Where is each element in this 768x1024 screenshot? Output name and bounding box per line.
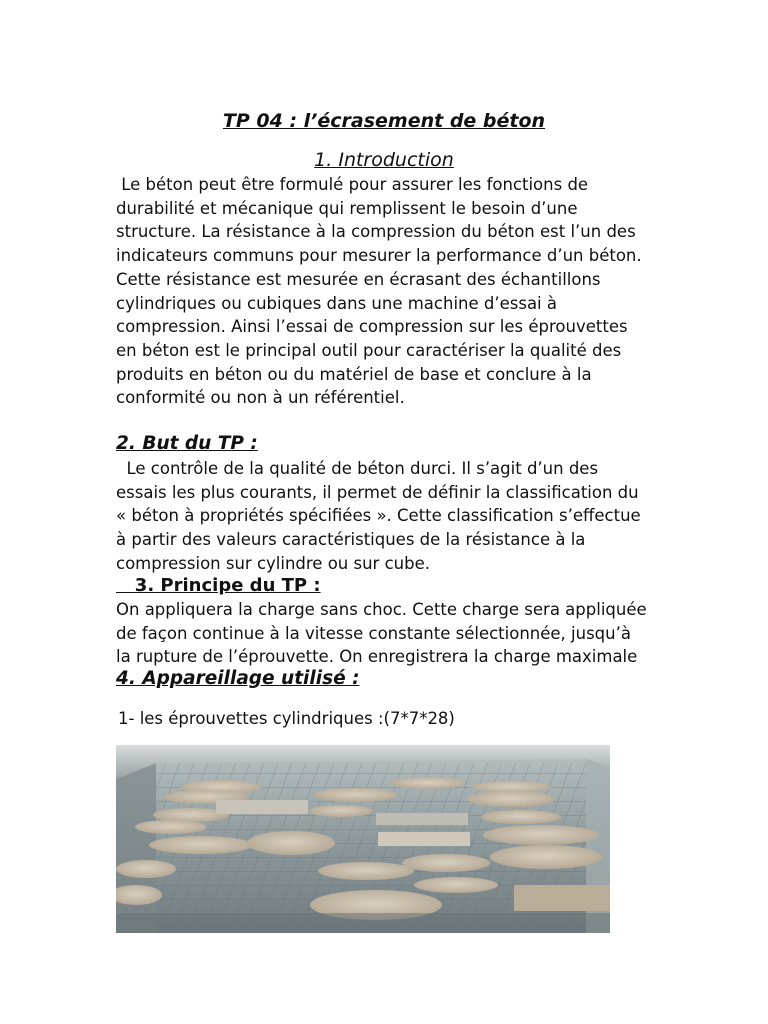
introduction-paragraph xyxy=(116,173,676,410)
equipment-list-item: 1- les éprouvettes cylindriques :(7*7*28) xyxy=(118,709,455,728)
paragraph-line: compression. Ainsi l’essai de compression sur les éprouvettes xyxy=(116,317,628,337)
paragraph-line: Cette résistance est mesurée en écrasant des échantillons xyxy=(116,269,601,289)
paragraph-line: la rupture de l’éprouvette. On enregistrera la charge maximale xyxy=(116,647,638,667)
but-paragraph xyxy=(116,457,676,576)
paragraph-line: cylindriques ou cubiques dans une machine d’essai à xyxy=(116,293,557,313)
paragraph-line: structure. La résistance à la compression du béton est l’un des xyxy=(116,222,636,242)
document-title: TP 04 : l’écrasement de béton xyxy=(222,110,546,132)
paragraph-line: « béton à propriétés spécifiées ». Cette classification s’effectue xyxy=(116,506,641,526)
paragraph-line: essais les plus courants, il permet de définir la classification du xyxy=(116,482,639,502)
paragraph-line: en béton est le principal outil pour caractériser la qualité des xyxy=(116,340,622,360)
paragraph-line: compression sur cylindre ou sur cube. xyxy=(116,553,430,573)
paragraph-line: On appliquera la charge sans choc. Cette charge sera appliquée xyxy=(116,600,647,619)
paragraph-line: indicateurs communs pour mesurer la performance d’un béton. xyxy=(116,246,642,266)
paragraph-line: durabilité et mécanique qui remplissent le besoin d’une xyxy=(116,198,578,218)
introduction-heading: 1. Introduction xyxy=(314,149,454,171)
paragraph-line: conformité ou non à un référentiel. xyxy=(116,388,405,408)
paragraph-line: produits en béton ou du matériel de base et conclure à la xyxy=(116,364,592,384)
principe-paragraph xyxy=(116,598,676,669)
principe-heading: 3. Principe du TP : xyxy=(116,575,321,596)
paragraph-line: Le béton peut être formulé pour assurer les fonctions de xyxy=(116,175,589,194)
concrete-specimens-photo xyxy=(116,745,610,933)
appareillage-heading: 4. Appareillage utilisé : xyxy=(116,668,360,689)
paragraph-line: à partir des valeurs caractéristiques de la résistance à la xyxy=(116,530,586,550)
paragraph-line: de façon continue à la vitesse constante sélectionnée, jusqu’à xyxy=(116,623,631,643)
paragraph-line: Le contrôle de la qualité de béton durci. Il s’agit d’un des xyxy=(116,459,599,478)
but-heading: 2. But du TP : xyxy=(116,433,258,454)
